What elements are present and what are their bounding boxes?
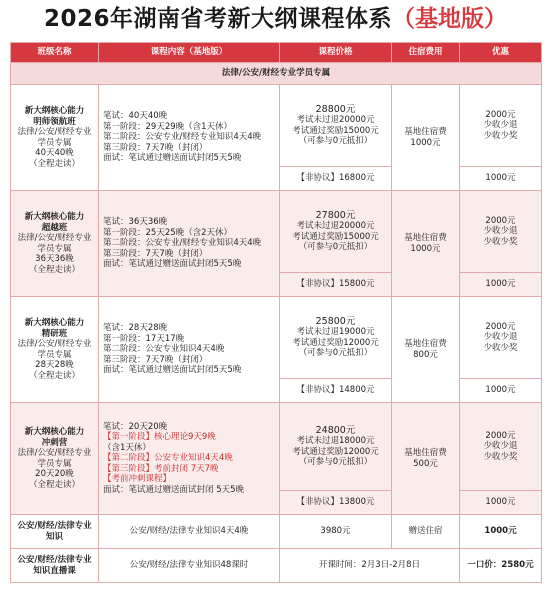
- stay-fee: 基地住宿费 800元: [392, 297, 460, 403]
- header-price: 课程价格: [280, 43, 392, 63]
- course-content: 笔试：28天28晚 第一阶段：17天17晚 第二阶段：公安专业知识4天4晚 第三阶段：7天7晚（封闭） 面试：笔试通过赠送面试封闭5天5晚: [99, 297, 280, 403]
- nonagreement-price: 【非协议】13800元: [280, 491, 392, 515]
- table-header-row: [11, 43, 542, 63]
- section-title: 法律/公安/财经专业学员专属: [11, 63, 542, 85]
- table-row: [11, 191, 542, 273]
- course-price: 25800元 考试未过退19000元 考试通过奖励12000元 （可参与0元抵扣）: [280, 297, 392, 379]
- stay-fee: 基地住宿费 1000元: [392, 191, 460, 297]
- discount-secondary: 1000元: [460, 491, 542, 515]
- live-time: 开课时间：2月3日-2月8日: [280, 549, 460, 583]
- section-row: [11, 63, 542, 85]
- header-content: 课程内容（基地版）: [99, 43, 280, 63]
- table-row: [11, 549, 542, 583]
- table-row: [11, 403, 542, 491]
- discount-secondary: 1000元: [460, 167, 542, 191]
- header-class-name: 班级名称: [11, 43, 99, 63]
- live-content: 公安/财经/法律专业知识48课时: [99, 549, 280, 583]
- live-price: 一口价：2580元: [460, 549, 542, 583]
- course-content: 笔试：20天20晚 【第一阶段】核心理论9天9晚 （含1天休） 【第二阶段】公安专业知识4天4晚 【第三阶段】考前封闭 7天7晚 【考前冲刺课程】 面试：笔试通过赠送面试封闭 5天5晚: [99, 403, 280, 515]
- course-name: 新大纲核心能力 精研班 法律/公安/财经专业 学员专属 28天28晚 （全程走读）: [11, 297, 99, 403]
- knowledge-discount: 1000元: [460, 515, 542, 549]
- course-content: 笔试：36天36晚 第一阶段：25天25晚（含2天休） 第二阶段：公安专业/财经专业知识4天4晚 第三阶段：7天7晚（封闭） 面试：笔试通过赠送面试封闭5天5晚: [99, 191, 280, 297]
- course-price: 27800元 考试未过退20000元 考试通过奖励15000元 （可参与0元抵扣）: [280, 191, 392, 273]
- nonagreement-price: 【非协议】15800元: [280, 273, 392, 297]
- discount-secondary: 1000元: [460, 379, 542, 403]
- course-content: 笔试：40天40晚 第一阶段：29天29晚（含1天休） 第二阶段：公安专业/财经专业知识4天4晚 第三阶段：7天7晚（封闭） 面试：笔试通过赠送面试封闭5天5晚: [99, 85, 280, 191]
- nonagreement-price: 【非协议】14800元: [280, 379, 392, 403]
- discount: 2000元 少收少退 少收少奖: [460, 403, 542, 491]
- table-row: [11, 297, 542, 379]
- table-row: [11, 515, 542, 549]
- table-row: [11, 85, 542, 167]
- course-name: 新大纲核心能力 明师领航班 法律/公安/财经专业 学员专属 40天40晚 （全程走读）: [11, 85, 99, 191]
- knowledge-price: 3980元: [280, 515, 392, 549]
- knowledge-name: 公安/财经/法律专业 知识: [11, 515, 99, 549]
- course-price: 24800元 考试未过退18000元 考试通过奖励12000元 （可参与0元抵扣）: [280, 403, 392, 491]
- course-name: 新大纲核心能力 冲刺营 法律/公安/财经专业 学员专属 20天20晚 （全程走读）: [11, 403, 99, 515]
- header-discount: 优惠: [460, 43, 542, 63]
- page-title: [0, 0, 551, 38]
- discount-secondary: 1000元: [460, 273, 542, 297]
- discount: 2000元 少收少退 少收少奖: [460, 191, 542, 273]
- stay-fee: 基地住宿费 500元: [392, 403, 460, 515]
- discount: 2000元 少收少退 少收少奖: [460, 85, 542, 167]
- course-table: [10, 42, 542, 583]
- knowledge-stay: 赠送住宿: [392, 515, 460, 549]
- discount: 2000元 少收少退 少收少奖: [460, 297, 542, 379]
- stay-fee: 基地住宿费 1000元: [392, 85, 460, 191]
- course-price: 28800元 考试未过退20000元 考试通过奖励15000元 （可参与0元抵扣）: [280, 85, 392, 167]
- course-name: 新大纲核心能力 超越班 法律/公安/财经专业 学员专属 36天36晚 （全程走读）: [11, 191, 99, 297]
- title-sub: （基地版）: [392, 6, 507, 32]
- live-name: 公安/财经/法律专业 知识直播课: [11, 549, 99, 583]
- header-stay: 住宿费用: [392, 43, 460, 63]
- nonagreement-price: 【非协议】16800元: [280, 167, 392, 191]
- title-main: 2026年湖南省考新大纲课程体系: [43, 6, 392, 32]
- knowledge-content: 公安/财经/法律专业知识4天4晚: [99, 515, 280, 549]
